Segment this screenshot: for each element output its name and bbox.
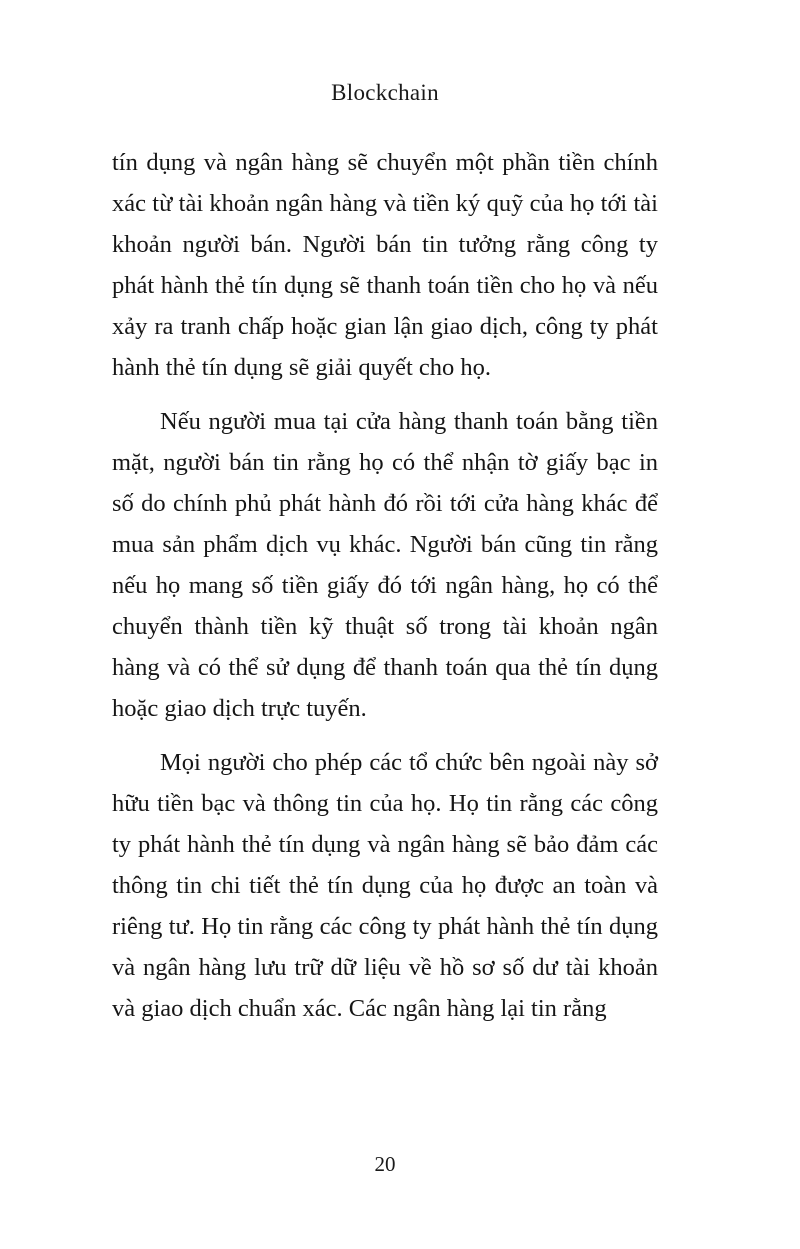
paragraph-3: Mọi người cho phép các tổ chức bên ngoài này sở hữu tiền bạc và thông tin của họ. Họ tin rằng các công ty phát hành thẻ tín dụng và ngân hàng sẽ bảo đảm các thông tin chi tiết thẻ tín dụng của họ được an toàn và riêng tư. Họ tin rằng các công ty phát hành thẻ tín dụng và ngân hàng lưu trữ dữ liệu về hồ sơ số dư tài khoản và giao dịch chuẩn xác. Các ngân hàng lại tin rằng [112,749,658,1022]
paragraph-1: tín dụng và ngân hàng sẽ chuyển một phần tiền chính xác từ tài khoản ngân hàng và tiền ký quỹ của họ tới tài khoản người bán. Người bán tin tưởng rằng công ty phát hành thẻ tín dụng sẽ thanh toán tiền cho họ và nếu xảy ra tranh chấp hoặc gian lận giao dịch, công ty phát hành thẻ tín dụng sẽ giải quyết cho họ. [112,149,658,381]
text-block [112,142,658,1029]
page-number: 20 [374,1152,396,1176]
running-head: Blockchain [331,80,439,105]
paragraph-2: Nếu người mua tại cửa hàng thanh toán bằng tiền mặt, người bán tin rằng họ có thể nhận tờ giấy bạc in số do chính phủ phát hành đó rồi tới cửa hàng khác để mua sản phẩm dịch vụ khác. Người bán cũng tin rằng nếu họ mang số tiền giấy đó tới ngân hàng, họ có thể chuyển thành tiền kỹ thuật số trong tài khoản ngân hàng và có thể sử dụng để thanh toán qua thẻ tín dụng hoặc giao dịch trực tuyến. [112,408,658,722]
